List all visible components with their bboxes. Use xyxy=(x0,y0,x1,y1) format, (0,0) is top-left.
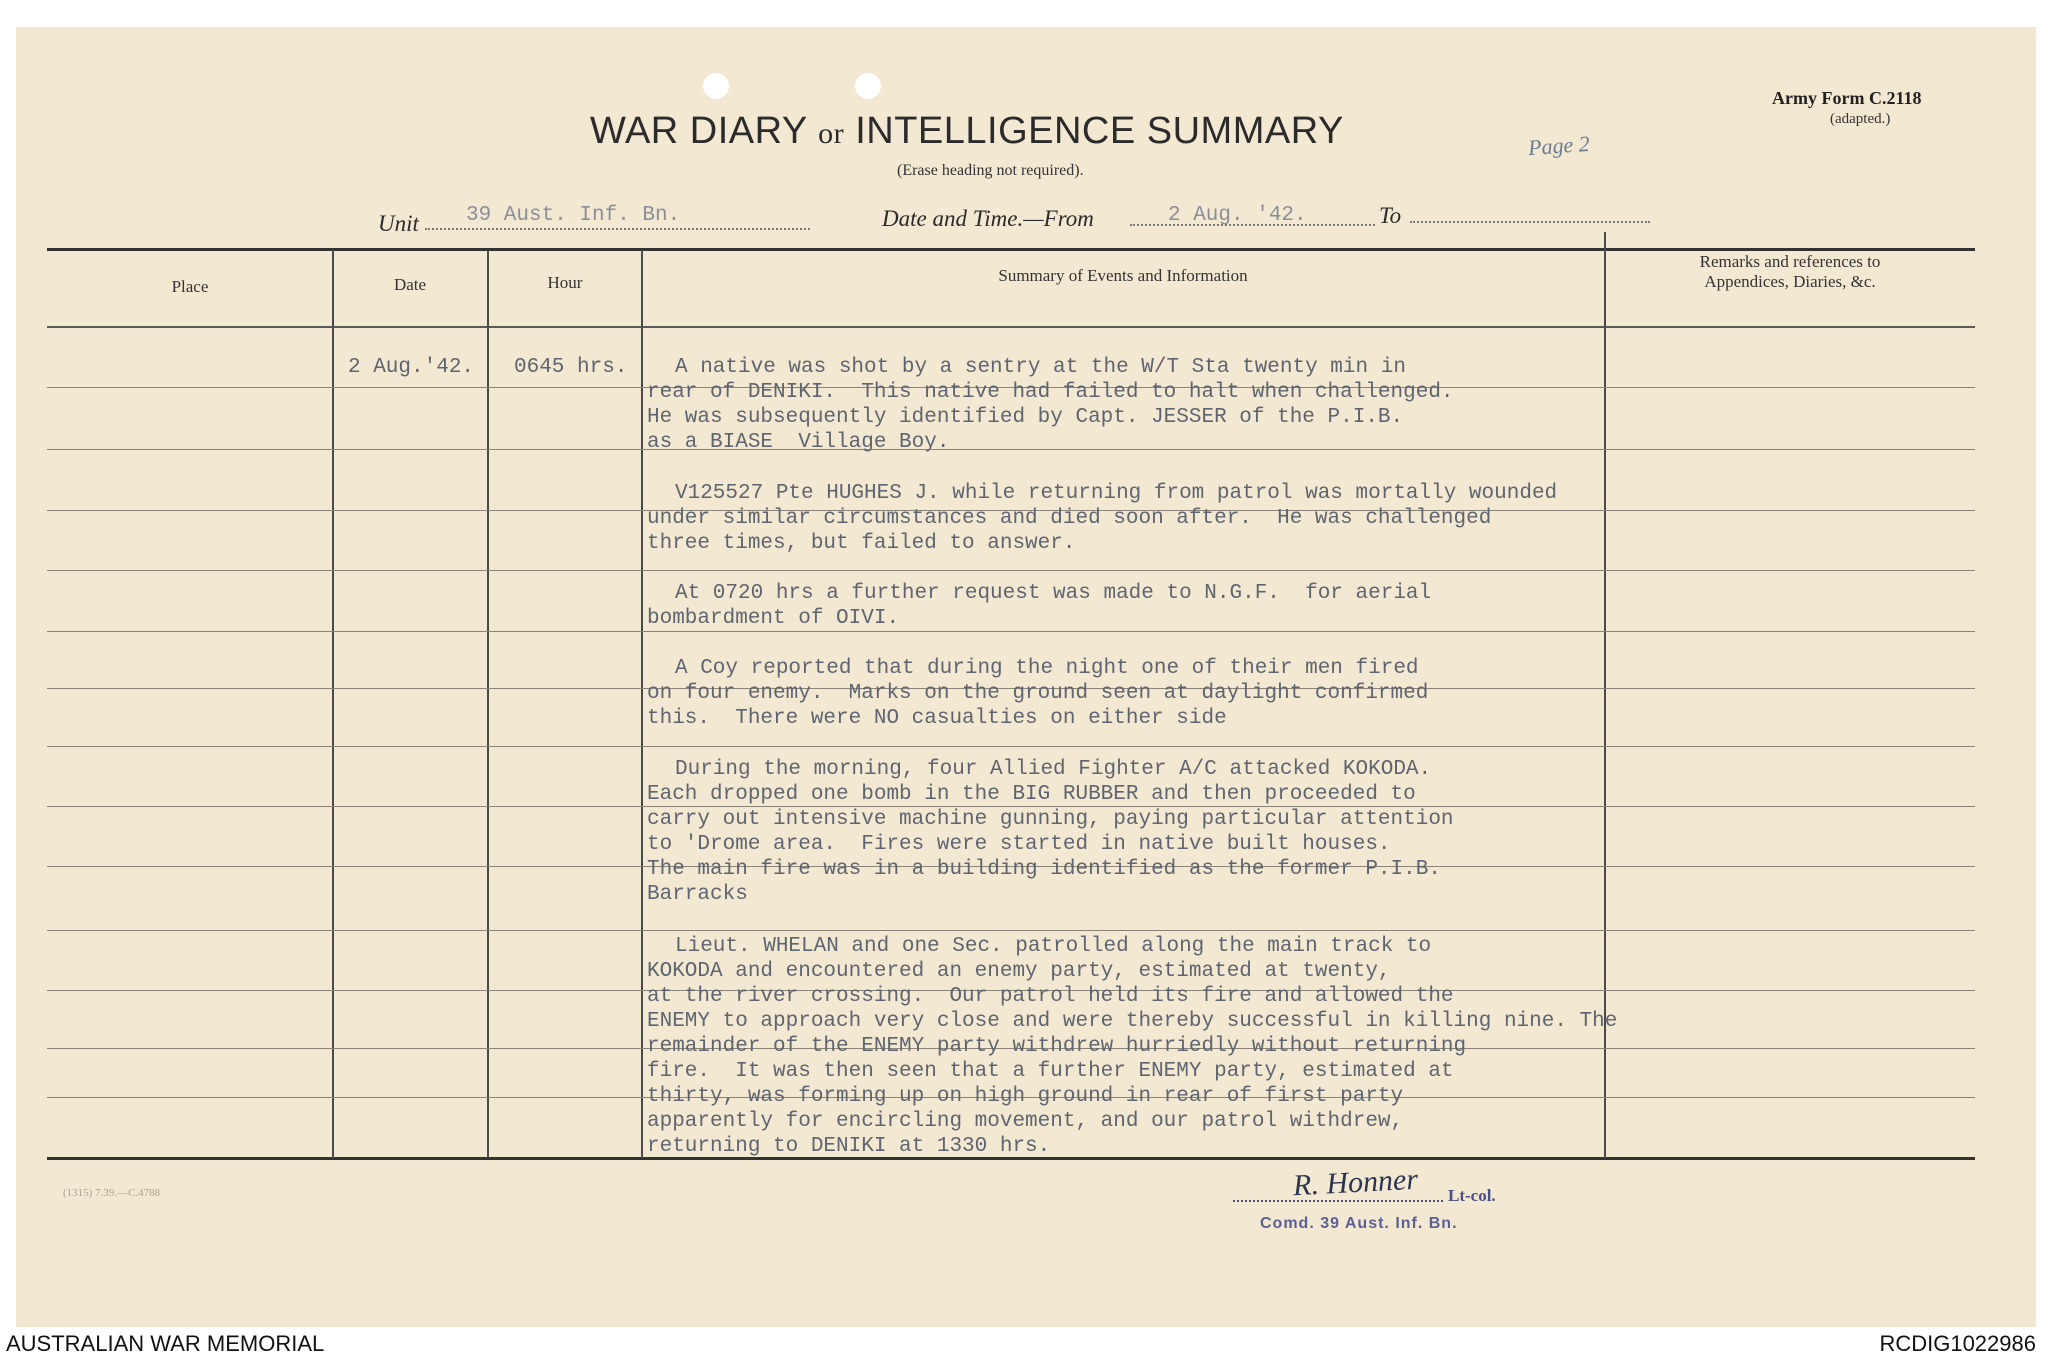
summary-line: returning to DENIKI at 1330 hrs. xyxy=(647,1135,1051,1158)
summary-line: During the morning, four Allied Fighter A/C attacked KOKODA. xyxy=(675,758,1432,781)
punch-hole xyxy=(855,73,881,99)
summary-line: A Coy reported that during the night one of their men fired xyxy=(675,657,1419,680)
ruled-line xyxy=(47,449,1975,450)
summary-line: He was subsequently identified by Capt. JESSER of the P.I.B. xyxy=(647,406,1404,429)
title-intelligence-summary: INTELLIGENCE SUMMARY xyxy=(855,110,1344,152)
punch-hole xyxy=(703,73,729,99)
summary-line: thirty, was forming up on high ground in rear of first party xyxy=(647,1085,1404,1108)
ruled-line xyxy=(47,570,1975,571)
summary-line: Lieut. WHELAN and one Sec. patrolled along the main track to xyxy=(675,935,1432,958)
summary-line: as a BIASE Village Boy. xyxy=(647,431,950,454)
col-header-hour: Hour xyxy=(547,273,583,292)
col-header-date: Date xyxy=(393,275,427,294)
summary-line: At 0720 hrs a further request was made to N.G.F. for aerial xyxy=(675,582,1432,605)
summary-line: rear of DENIKI. This native had failed to halt when challenged. xyxy=(647,381,1454,404)
col-header-summary: Summary of Events and Information xyxy=(998,266,1248,285)
summary-line: remainder of the ENEMY party withdrew hurriedly without returning xyxy=(647,1035,1467,1058)
unit-dotline xyxy=(425,228,810,230)
archive-credit: AUSTRALIAN WAR MEMORIAL xyxy=(6,1331,325,1356)
summary-line: bombardment of OIVI. xyxy=(647,607,900,630)
date-from-value: 2 Aug. '42. xyxy=(1168,204,1307,227)
date-to-label: To xyxy=(1379,203,1402,228)
adapted-note: (adapted.) xyxy=(1830,111,1891,127)
ruled-line xyxy=(47,930,1975,931)
title-or: or xyxy=(818,117,845,150)
summary-line: under similar circumstances and died soon after. He was challenged xyxy=(647,507,1492,530)
summary-line: A native was shot by a sentry at the W/T Sta twenty min in xyxy=(675,356,1406,379)
army-form-number: Army Form C.2118 xyxy=(1772,88,1922,108)
header-rule xyxy=(47,326,1975,328)
summary-line: to 'Drome area. Fires were started in native built houses. xyxy=(647,833,1391,856)
summary-line: at the river crossing. Our patrol held its fire and allowed the xyxy=(647,985,1454,1008)
summary-line: ENEMY to approach very close and were thereby successful in killing nine. The xyxy=(647,1010,1618,1033)
summary-line: KOKODA and encountered an enemy party, estimated at twenty, xyxy=(647,960,1391,983)
summary-line: on four enemy. Marks on the ground seen at daylight confirmed xyxy=(647,682,1429,705)
remarks-header-line-1: Remarks and references to xyxy=(1699,252,1881,271)
erase-note: (Erase heading not required). xyxy=(897,162,1084,179)
summary-line: three times, but failed to answer. xyxy=(647,532,1076,555)
printer-reference: (1315) 7.39.—C.4788 xyxy=(63,1187,161,1199)
unit-value: 39 Aust. Inf. Bn. xyxy=(466,204,681,227)
signature-rank: Lt-col. xyxy=(1448,1186,1496,1205)
summary-line: Barracks xyxy=(647,883,748,906)
entry-hour: 0645 hrs. xyxy=(514,356,628,379)
summary-line: Each dropped one bomb in the BIG RUBBER and then proceeded to xyxy=(647,783,1416,806)
date-time-label: Date and Time.—From xyxy=(882,206,1094,231)
remarks-header-line-2: Appendices, Diaries, &c. xyxy=(1704,272,1876,291)
summary-line: V125527 Pte HUGHES J. while returning from patrol was mortally wounded xyxy=(675,482,1558,505)
ruled-line xyxy=(47,746,1975,747)
title-war-diary: WAR DIARY xyxy=(590,110,808,152)
form-title xyxy=(590,110,1344,153)
signature-handwritten: R. Honner xyxy=(1292,1162,1419,1203)
archive-reference-id: RCDIG1022986 xyxy=(1879,1331,2036,1356)
col-header-place: Place xyxy=(171,277,209,296)
to-dotline xyxy=(1410,221,1650,223)
ruled-line xyxy=(47,631,1975,632)
page-number-handwritten: Page 2 xyxy=(1527,130,1591,161)
summary-line: apparently for encircling movement, and our patrol withdrew, xyxy=(647,1110,1404,1133)
commander-stamp: Comd. 39 Aust. Inf. Bn. xyxy=(1260,1215,1458,1232)
summary-line: carry out intensive machine gunning, paying particular attention xyxy=(647,808,1454,831)
summary-line: this. There were NO casualties on either side xyxy=(647,707,1227,730)
unit-label: Unit xyxy=(378,211,419,236)
summary-line: The main fire was in a building identified as the former P.I.B. xyxy=(647,858,1441,881)
summary-line: fire. It was then seen that a further ENEMY party, estimated at xyxy=(647,1060,1454,1083)
table-top-rule xyxy=(47,248,1975,251)
entry-date: 2 Aug.'42. xyxy=(348,356,475,379)
